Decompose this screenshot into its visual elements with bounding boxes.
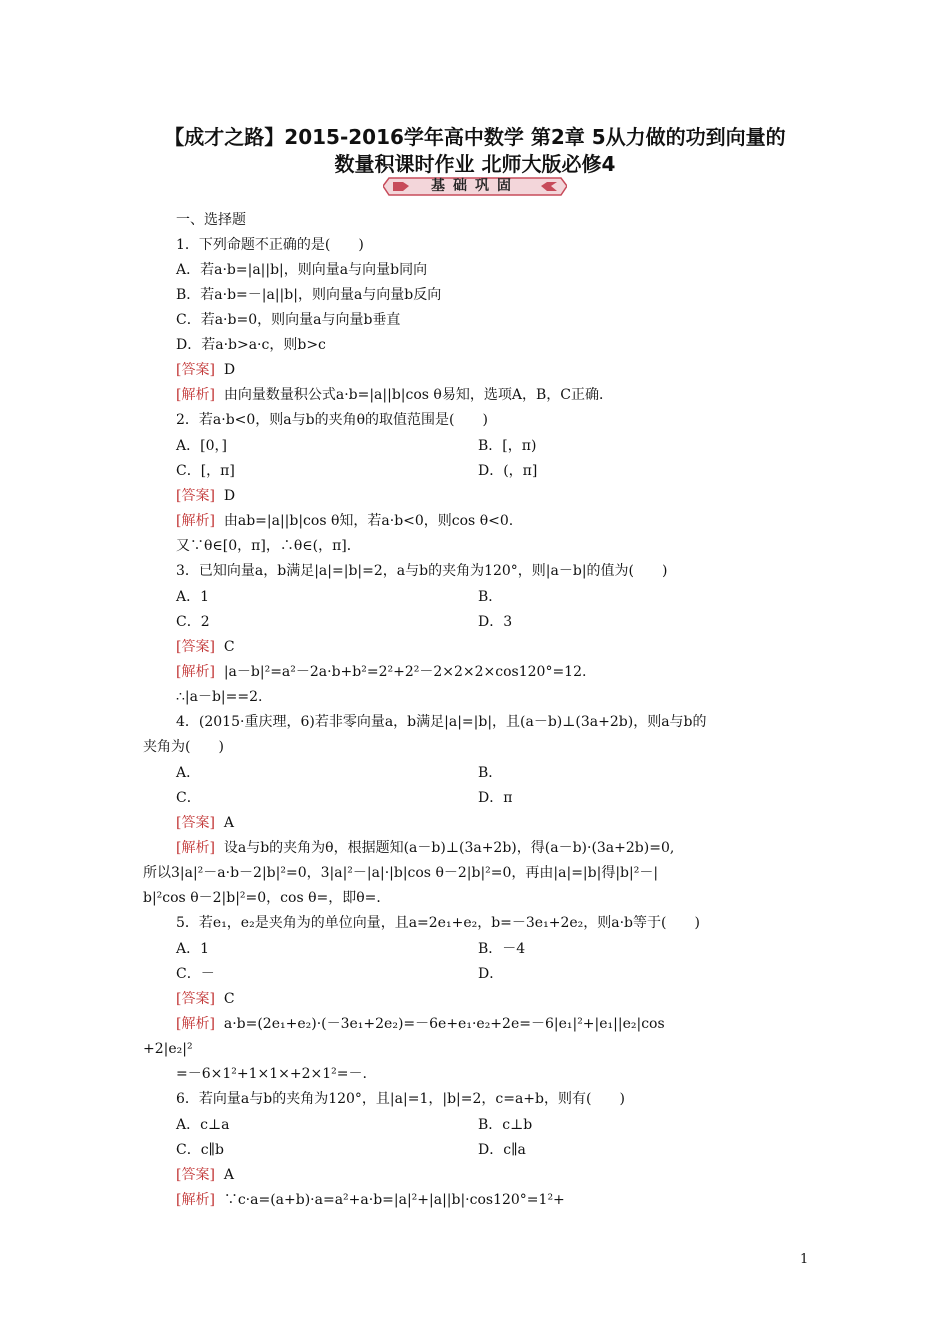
q5-explanation [176,1015,665,1033]
explanation-text: 设a与b的夹角为θ，根据题知(a－b)⊥(3a+2b)，得(a－b)·(3a+2b)=0, [223,840,675,856]
q6-option-a: A．c⊥a [176,1117,230,1133]
answer-value: C [223,639,235,655]
q1-stem: 1．下列命题不正确的是( ) [176,237,364,253]
explanation-text: a·b=(2e₁+e₂)·(－3e₁+2e₂)=－6e+e₁·e₂+2e=－6|e₁|²+|e₁||e₂|cos [223,1016,665,1032]
answer-tag: [答案] [176,639,215,655]
q4-option-b: B． [478,765,503,781]
answer-value: C [223,991,235,1007]
q5-answer [176,990,235,1008]
q4-stem-cont: 夹角为( ) [143,739,224,755]
q3-stem: 3．已知向量a，b满足|a|=|b|=2，a与b的夹角为120°，则|a－b|的值为( ) [176,563,668,579]
explanation-tag: [解析] [176,664,215,680]
q2-explanation-cont: 又∵θ∈[0，π]，∴θ∈(，π]． [176,538,361,554]
q5-option-c: C．－ [176,966,215,982]
q1-option-b: B．若a·b=－|a||b|，则向量a与向量b反向 [176,287,442,303]
answer-value: D [223,362,236,378]
explanation-text: |a－b|²=a²－2a·b+b²=2²+2²－2×2×2×cos120°=12. [223,664,587,680]
answer-tag: [答案] [176,1167,215,1183]
banner-label: 基础巩固 [431,178,519,194]
q3-option-c: C．2 [176,614,210,630]
q6-option-d: D．c∥a [478,1142,526,1158]
q4-explanation-line-3: b|²cos θ－2|b|²=0，cos θ=，即θ=． [143,890,391,906]
document-title [120,124,830,178]
q3-option-d: D．3 [478,614,513,630]
explanation-tag: [解析] [176,1192,215,1208]
title-line-1: 【成才之路】2015-2016学年高中数学 第2章 5从力做的功到向量的 [164,125,786,149]
title-line-2: 数量积课时作业 北师大版必修4 [334,152,616,176]
q5-option-d: D． [478,966,504,982]
q6-answer [176,1166,234,1184]
explanation-tag: [解析] [176,513,215,529]
q6-option-c: C．c∥b [176,1142,224,1158]
q3-answer [176,638,235,656]
q2-option-b: B．[，π) [478,438,537,454]
q5-stem: 5．若e₁，e₂是夹角为的单位向量，且a=2e₁+e₂，b=－3e₁+2e₂，则a·b等于( ) [176,915,700,931]
q6-option-b: B．c⊥b [478,1117,533,1133]
q2-option-d: D．(，π] [478,463,538,479]
q1-option-a: A．若a·b=|a||b|，则向量a与向量b同向 [176,262,428,278]
q2-explanation [176,512,513,530]
q1-option-c: C．若a·b=0，则向量a与向量b垂直 [176,312,401,328]
explanation-text: 由向量数量积公式a·b=|a||b|cos θ易知，选项A，B，C正确． [223,387,613,403]
q2-option-a: A．[0，] [176,438,227,454]
q5-option-b: B．－4 [478,941,526,957]
q4-explanation-line-2: 所以3|a|²－a·b－2|b|²=0，3|a|²－|a|·|b|cos θ－2|b|²=0，再由|a|=|b|得|b|²－| [143,865,659,881]
answer-value: D [223,488,236,504]
q3-result: ∴|a－b|==2. [176,689,263,705]
q2-option-c: C．[，π] [176,463,235,479]
q1-answer [176,361,235,379]
q3-explanation [176,663,586,681]
explanation-tag: [解析] [176,1016,215,1032]
q4-option-d: D．π [478,790,513,806]
q5-option-a: A．1 [176,941,210,957]
q5-explanation-line-3: =－6×1²+1×1×+2×1²=－. [176,1066,367,1082]
q5-explanation-line-2: +2|e₂|² [143,1041,193,1057]
q4-explanation [176,839,674,857]
explanation-text: ∵c·a=(a+b)·a=a²+a·b=|a|²+|a||b|·cos120°=1²+ [223,1192,565,1208]
answer-value: A [223,1167,234,1183]
section-banner [383,176,567,197]
page-number: 1 [800,1252,809,1267]
answer-value: A [223,815,234,831]
answer-tag: [答案] [176,991,215,1007]
section-heading: 一、选择题 [176,212,246,228]
q3-option-b: B． [478,589,503,605]
answer-tag: [答案] [176,815,215,831]
q6-stem: 6．若向量a与b的夹角为120°，且|a|=1，|b|=2，c=a+b，则有( ) [176,1091,625,1107]
explanation-text: 由ab=|a||b|cos θ知，若a·b<0，则cos θ<0. [223,513,514,529]
q6-explanation [176,1191,565,1209]
explanation-tag: [解析] [176,387,215,403]
q3-option-a: A．1 [176,589,210,605]
q2-answer [176,487,235,505]
q4-answer [176,814,234,832]
answer-tag: [答案] [176,488,215,504]
q4-option-c: C． [176,790,201,806]
q2-stem: 2．若a·b<0，则a与b的夹角θ的取值范围是( ) [176,412,488,428]
q1-explanation [176,386,613,404]
answer-tag: [答案] [176,362,215,378]
q4-option-a: A． [176,765,201,781]
q4-stem: 4．(2015·重庆理，6)若非零向量a，b满足|a|=|b|，且(a－b)⊥(3a+2b)，则a与b的 [176,714,707,730]
explanation-tag: [解析] [176,840,215,856]
q1-option-d: D．若a·b>a·c，则b>c [176,337,326,353]
